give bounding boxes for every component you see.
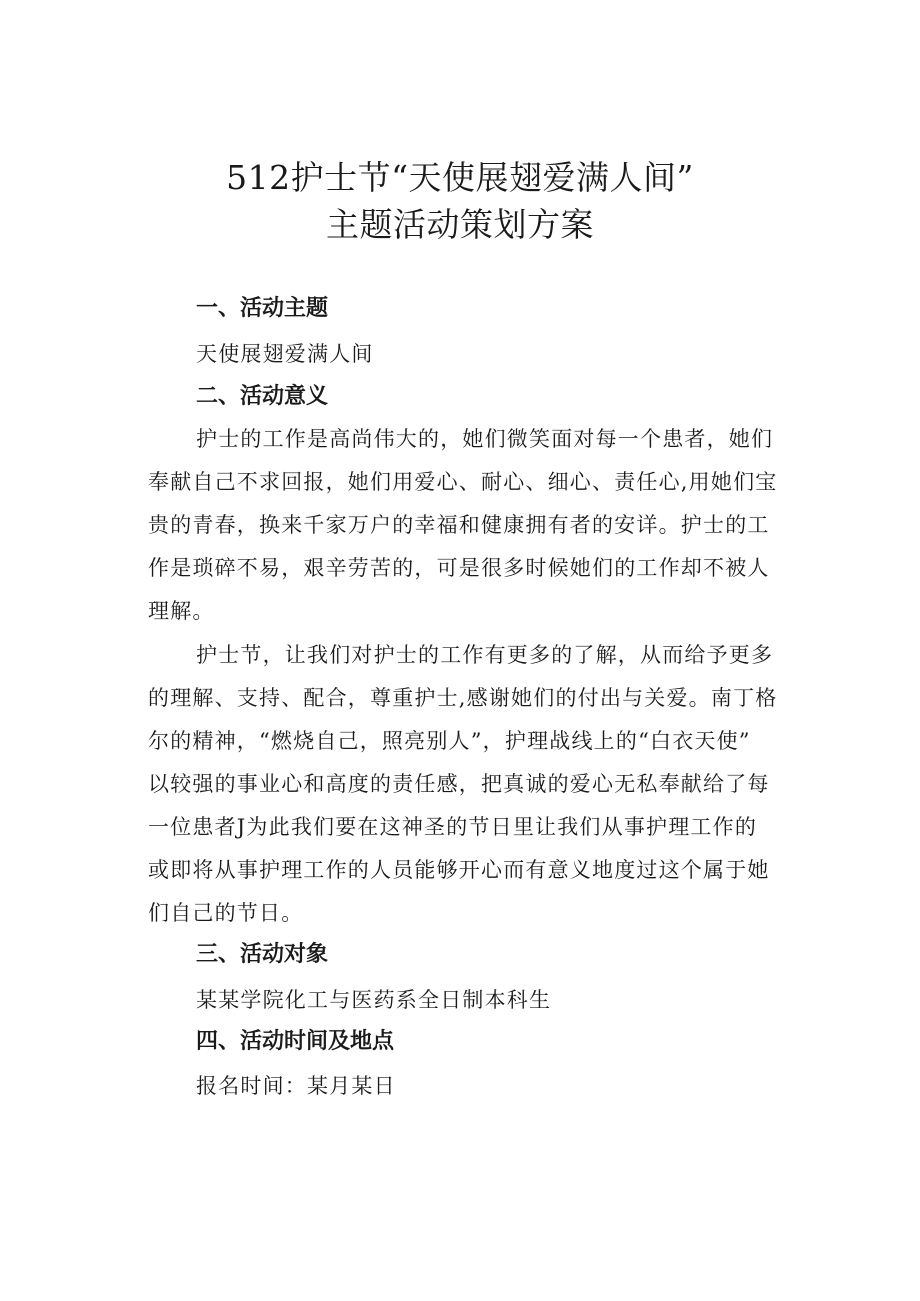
- section-theme-text: 天使展翅爱满人间: [196, 342, 374, 366]
- paragraph-line: 护士节，让我们对护士的工作有更多的了解，从而给予更多: [196, 643, 774, 667]
- paragraph-line: 尔的精神，“燃烧自己，照亮别人”，护理战线上的“白衣天使”: [148, 729, 751, 753]
- section-time-place-text: 报名时间：某月某日: [196, 1074, 396, 1098]
- paragraph-line: 理解。: [148, 599, 215, 623]
- section-heading-time-place: 四、活动时间及地点: [196, 1029, 395, 1054]
- section-audience-text: 某某学院化工与医药系全日制本科生: [196, 988, 552, 1012]
- section-heading-audience: 三、活动对象: [196, 942, 329, 967]
- paragraph-line: 贵的青春，换来千家万户的幸福和健康拥有者的安详。护士的工: [148, 513, 770, 537]
- section-heading-theme: 一、活动主题: [196, 296, 329, 321]
- paragraph-line: 以较强的事业心和高度的责任感，把真诚的爱心无私奉献给了每: [148, 772, 770, 796]
- paragraph-line: 奉献自己不求回报，她们用爱心、耐心、细心、责任心,用她们宝: [148, 470, 778, 494]
- section-heading-significance: 二、活动意义: [196, 384, 329, 409]
- paragraph-line: 护士的工作是高尚伟大的，她们微笑面对每一个患者，她们: [196, 427, 774, 451]
- document-title-line-1: 512护士节“天使展翅爱满人间”: [226, 158, 694, 197]
- paragraph-line: 们自己的节日。: [148, 901, 304, 925]
- document-title-line-2: 主题活动策划方案: [326, 205, 594, 244]
- paragraph-line: 一位患者J为此我们要在这神圣的节日里让我们从事护理工作的: [148, 815, 758, 839]
- paragraph-line: 作是琐碎不易，艰辛劳苦的，可是很多时候她们的工作却不被人: [148, 556, 770, 580]
- paragraph-line: 的理解、支持、配合，尊重护士,感谢她们的付出与关爱。南丁格: [148, 686, 778, 710]
- paragraph-line: 或即将从事护理工作的人员能够开心而有意义地度过这个属于她: [148, 858, 770, 882]
